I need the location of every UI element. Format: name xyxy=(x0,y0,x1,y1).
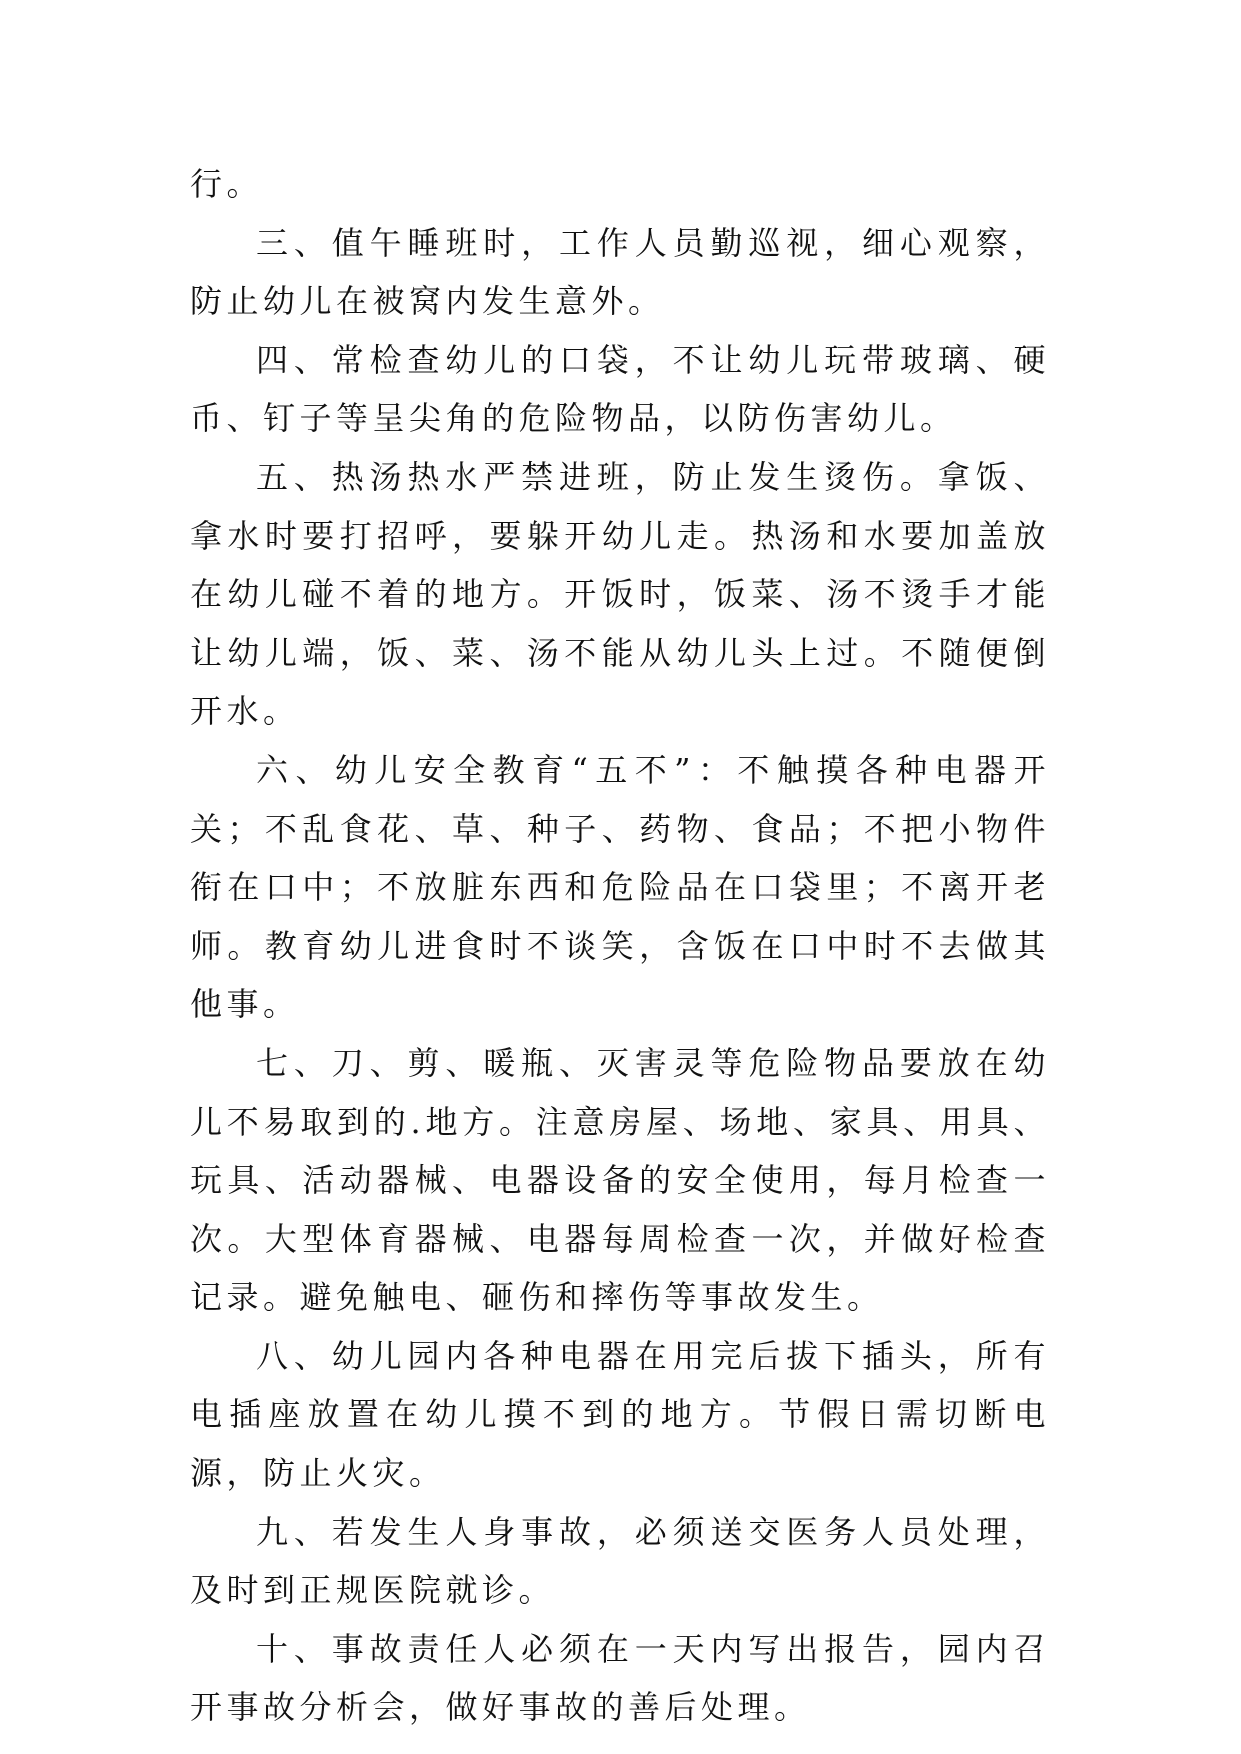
paragraph-item-8: 八、幼儿园内各种电器在用完后拔下插头，所有电插座放置在幼儿摸不到的地方。节假日需切断电源，防止火灾。 xyxy=(190,1336,1050,1493)
paragraph-item-9: 九、若发生人身事故，必须送交医务人员处理，及时到正规医院就诊。 xyxy=(190,1512,1050,1610)
paragraph-item-3: 三、值午睡班时，工作人员勤巡视，细心观察，防止幼儿在被窝内发生意外。 xyxy=(190,223,1050,321)
paragraph-item-5: 五、热汤热水严禁进班，防止发生烫伤。拿饭、拿水时要打招呼，要躲开幼儿走。热汤和水要加盖放在幼儿碰不着的地方。开饭时，饭菜、汤不烫手才能让幼儿端，饭、菜、汤不能从幼儿头上过。不随便倒开水。 xyxy=(190,457,1050,731)
paragraph-item-7: 七、刀、剪、暖瓶、灭害灵等危险物品要放在幼儿不易取到的.地方。注意房屋、场地、家具、用具、玩具、活动器械、电器设备的安全使用，每月检查一次。大型体育器械、电器每周检查一次，并做好检查记录。避免触电、砸伤和摔伤等事故发生。 xyxy=(190,1043,1050,1317)
document-body xyxy=(190,155,1050,1737)
paragraph-item-6: 六、幼儿安全教育“五不”：不触摸各种电器开关；不乱食花、草、种子、药物、食品；不把小物件衔在口中；不放脏东西和危险品在口袋里；不离开老师。教育幼儿进食时不谈笑，含饭在口中时不去做其他事。 xyxy=(190,750,1050,1024)
paragraph-continuation: 行。 xyxy=(190,165,264,203)
paragraph-item-4: 四、常检查幼儿的口袋，不让幼儿玩带玻璃、硬币、钉子等呈尖角的危险物品，以防伤害幼儿。 xyxy=(190,340,1050,438)
paragraph-item-10: 十、事故责任人必须在一天内写出报告，园内召开事故分析会，做好事故的善后处理。 xyxy=(190,1629,1050,1727)
